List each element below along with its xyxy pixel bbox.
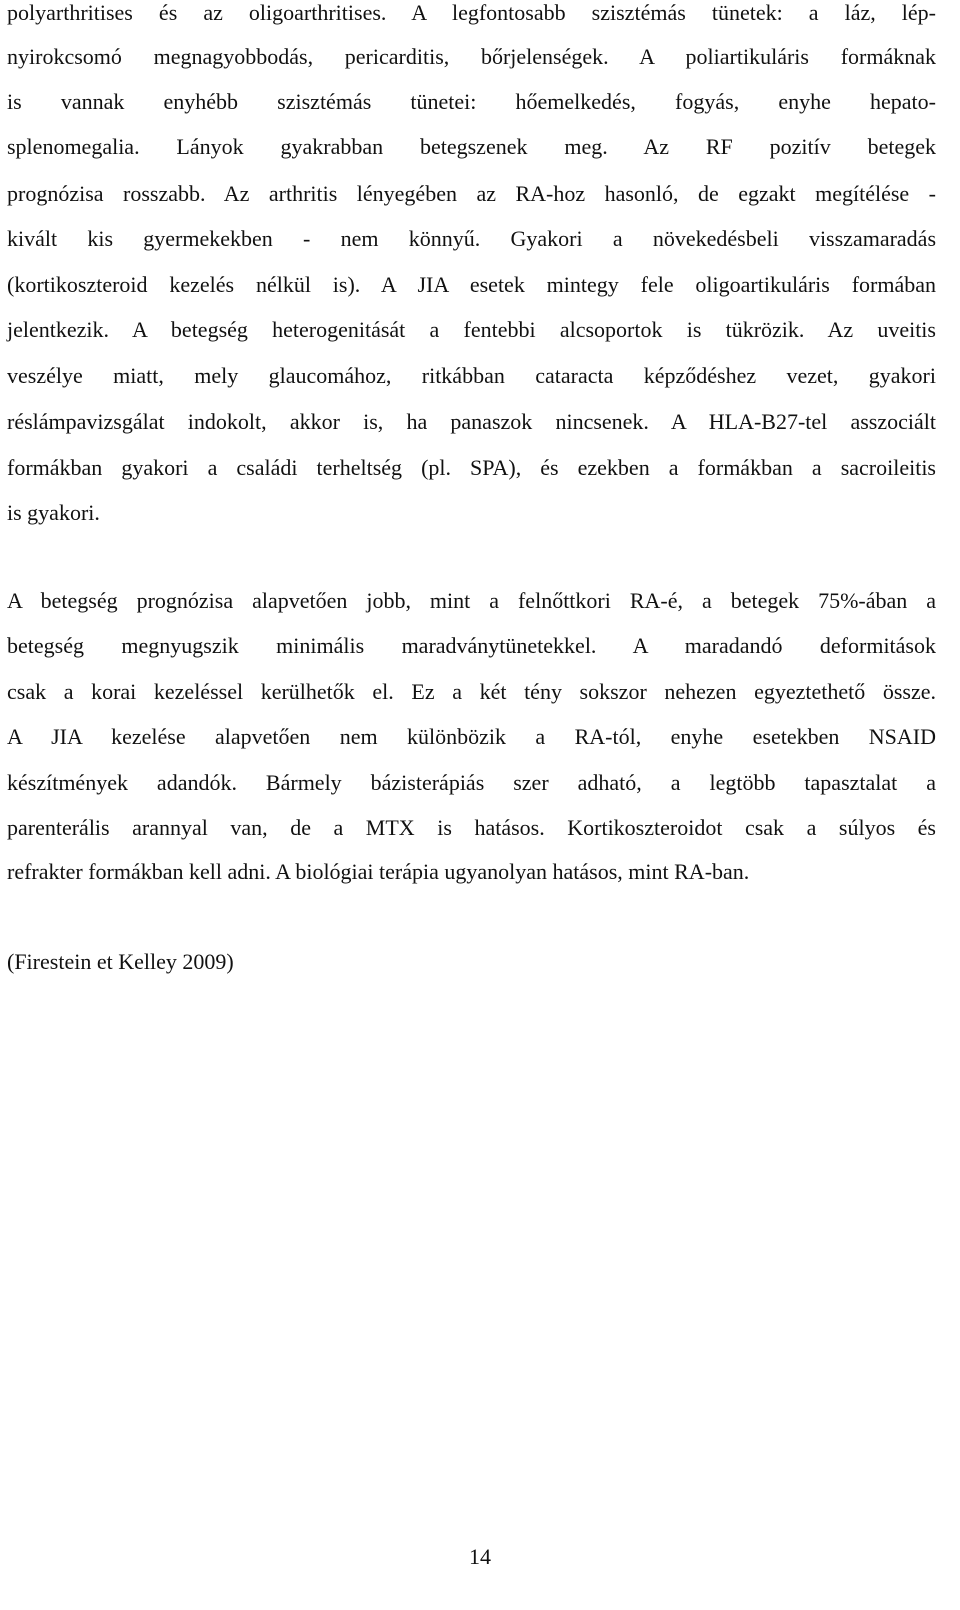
text-line: A betegség prognózisa alapvetően jobb, mint a felnőttkori RA-é, a betegek 75%-ában a bbox=[7, 588, 936, 613]
citation: (Firestein et Kelley 2009) bbox=[7, 949, 234, 974]
text-line: formákban gyakori a családi terheltség (pl. SPA), és ezekben a formákban a sacroileitis bbox=[7, 455, 936, 480]
text-line: refrakter formákban kell adni. A biológiai terápia ugyanolyan hatásos, mint RA-ban. bbox=[7, 859, 750, 884]
text-line: veszélye miatt, mely glaucomához, ritkábban cataracta képződéshez vezet, gyakori bbox=[7, 363, 936, 388]
text-line: jelentkezik. A betegség heterogenitását a fentebbi alcsoportok is tükrözik. Az uveitis bbox=[7, 317, 936, 342]
text-line: nyirokcsomó megnagyobbodás, pericarditis, bőrjelenségek. A poliartikuláris formáknak bbox=[7, 44, 936, 69]
text-line: splenomegalia. Lányok gyakrabban betegszenek meg. Az RF pozitív betegek bbox=[7, 134, 936, 159]
text-line: réslámpavizsgálat indokolt, akkor is, ha panaszok nincsenek. A HLA-B27-tel asszociált bbox=[7, 409, 936, 434]
text-line: (kortikoszteroid kezelés nélkül is). A JIA esetek mintegy fele oligoartikuláris formában bbox=[7, 272, 936, 297]
text-line: parenterális arannyal van, de a MTX is hatásos. Kortikoszteroidot csak a súlyos és bbox=[7, 815, 936, 840]
text-line: is vannak enyhébb szisztémás tünetei: hőemelkedés, fogyás, enyhe hepato- bbox=[7, 89, 936, 114]
text-line: csak a korai kezeléssel kerülhetők el. Ez a két tény sokszor nehezen egyeztethető össze. bbox=[7, 679, 936, 704]
text-line: betegség megnyugszik minimális maradványtünetekkel. A maradandó deformitások bbox=[7, 633, 936, 658]
text-line: is gyakori. bbox=[7, 500, 100, 525]
text-line: prognózisa rosszabb. Az arthritis lényegében az RA-hoz hasonló, de egzakt megítélése - bbox=[7, 181, 936, 206]
text-line: A JIA kezelése alapvetően nem különbözik a RA-tól, enyhe esetekben NSAID bbox=[7, 724, 936, 749]
text-line: készítmények adandók. Bármely bázisterápiás szer adható, a legtöbb tapasztalat a bbox=[7, 770, 936, 795]
text-line: kivált kis gyermekekben - nem könnyű. Gyakori a növekedésbeli visszamaradás bbox=[7, 226, 936, 251]
text-line: polyarthritises és az oligoarthritises. A legfontosabb szisztémás tünetek: a láz, lép- bbox=[7, 0, 936, 25]
page-number: 14 bbox=[469, 1544, 491, 1569]
